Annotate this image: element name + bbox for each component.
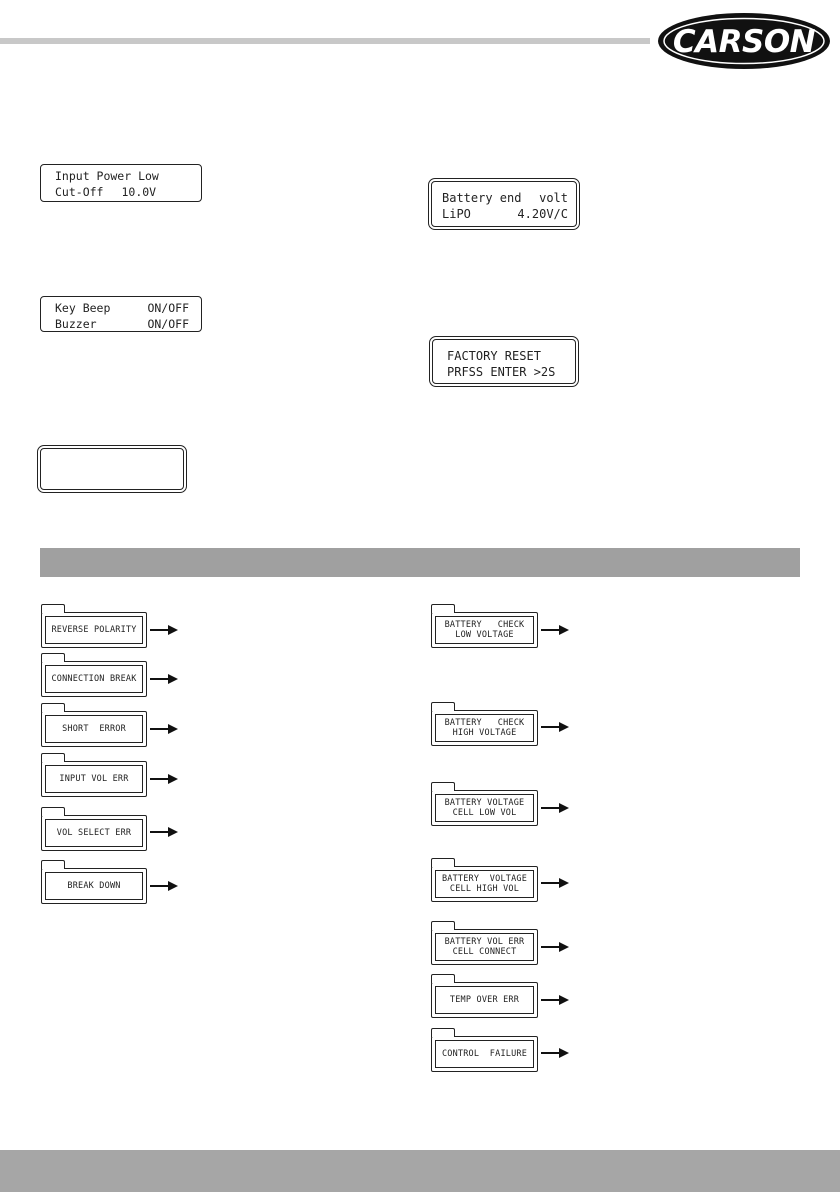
lcd-line2: PRFSS ENTER >2S: [447, 365, 556, 379]
error-line1: BATTERY VOLTAGE: [444, 798, 525, 808]
lcd-value: ON/OFF: [147, 301, 189, 315]
error-line2: HIGH VOLTAGE: [452, 728, 517, 738]
arrow-icon: [541, 995, 569, 1005]
error-break-down: [41, 868, 147, 904]
lcd-line1: Input Power Low: [55, 169, 159, 183]
error-connection-break: [41, 661, 147, 697]
error-line1: SHORT ERROR: [62, 724, 126, 734]
lcd-value: ON/OFF: [147, 317, 189, 331]
error-input-vol: [41, 761, 147, 797]
lcd-label: Cut-Off: [55, 185, 104, 199]
error-vol-select: [41, 815, 147, 851]
arrow-icon: [541, 1048, 569, 1058]
lcd-value: 4.20V/C: [517, 207, 568, 221]
lcd-blank: [40, 448, 184, 490]
arrow-icon: [150, 674, 178, 684]
error-cell-low-vol: [431, 790, 538, 826]
error-line1: CONNECTION BREAK: [51, 674, 137, 684]
arrow-icon: [150, 625, 178, 635]
arrow-icon: [541, 942, 569, 952]
lcd-value: 10.0V: [121, 185, 157, 199]
lcd-label: Key Beep: [55, 301, 111, 315]
arrow-icon: [150, 774, 178, 784]
error-temp-over: [431, 982, 538, 1018]
error-control-failure: [431, 1036, 538, 1072]
error-line1: BATTERY VOL ERR: [444, 937, 525, 947]
arrow-icon: [541, 878, 569, 888]
lcd-factory-reset: [432, 339, 576, 384]
error-reverse-polarity: [41, 612, 147, 648]
header-rule: [0, 38, 650, 44]
arrow-icon: [150, 827, 178, 837]
lcd-key-beep-buzzer: [40, 296, 202, 332]
error-line2: CELL LOW VOL: [452, 808, 517, 818]
lcd-label: Buzzer: [55, 317, 97, 331]
error-line1: CONTROL FAILURE: [441, 1049, 528, 1059]
carson-logo: [654, 10, 834, 72]
arrow-icon: [150, 724, 178, 734]
lcd-input-power-low: [40, 164, 202, 202]
error-battery-check-low: [431, 612, 538, 648]
lcd-battery-end-volt: [431, 181, 577, 227]
lcd-line1-a: Battery end: [442, 191, 522, 205]
error-line1: BATTERY VOLTAGE: [441, 874, 528, 884]
error-battery-check-high: [431, 710, 538, 746]
error-cell-high-vol: [431, 866, 538, 902]
section-header-bar: [40, 548, 800, 577]
error-short: [41, 711, 147, 747]
error-line2: LOW VOLTAGE: [455, 630, 514, 640]
lcd-label: LiPO: [442, 207, 471, 221]
error-line2: CELL CONNECT: [452, 947, 517, 957]
arrow-icon: [541, 803, 569, 813]
logo-text: CARSON: [672, 24, 816, 60]
error-line1: BATTERY CHECK: [444, 718, 525, 728]
error-line1: BATTERY CHECK: [444, 620, 525, 630]
arrow-icon: [541, 722, 569, 732]
error-line1: TEMP OVER ERR: [449, 995, 520, 1005]
error-cell-connect: [431, 929, 538, 965]
lcd-line1: FACTORY RESET: [447, 349, 541, 363]
arrow-icon: [150, 881, 178, 891]
error-line1: REVERSE POLARITY: [51, 625, 137, 635]
lcd-line1-b: volt: [539, 191, 568, 205]
error-line1: VOL SELECT ERR: [56, 828, 132, 838]
error-line1: INPUT VOL ERR: [59, 774, 129, 784]
error-line1: BREAK DOWN: [67, 881, 121, 891]
arrow-icon: [541, 625, 569, 635]
footer-bar: [0, 1150, 840, 1192]
error-line2: CELL HIGH VOL: [449, 884, 520, 894]
